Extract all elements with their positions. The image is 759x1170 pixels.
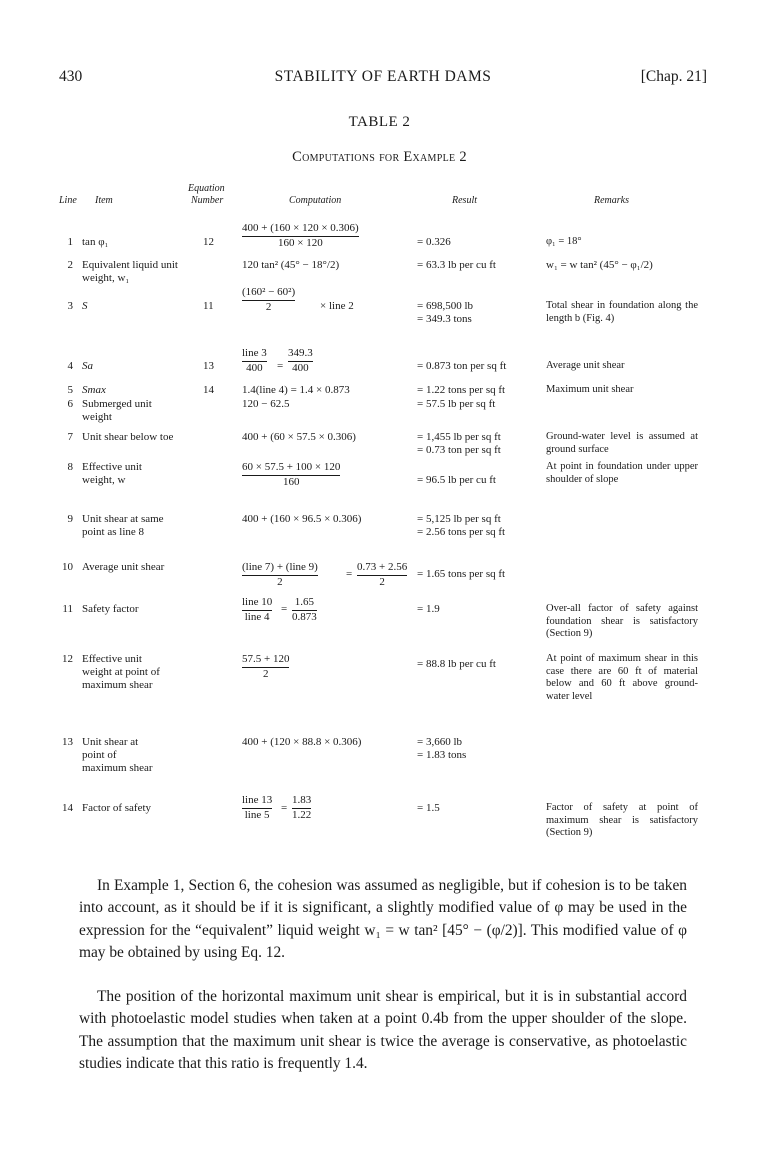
row-line-number: 1	[67, 236, 73, 248]
row-result-2: = 349.3 tons	[417, 313, 472, 325]
row-result-1: = 57.5 lb per sq ft	[417, 398, 496, 410]
fraction-denominator: 2	[379, 576, 385, 588]
fraction-numerator: 57.5 + 120	[242, 653, 289, 668]
row-result-1: = 1,455 lb per sq ft	[417, 431, 501, 443]
row-line-number: 4	[67, 360, 73, 372]
chapter-label: [Chap. 21]	[640, 68, 707, 85]
row-computation-fraction	[242, 794, 272, 822]
fraction-numerator: (160² − 60²)	[242, 286, 295, 301]
fraction-numerator: line 10	[242, 596, 272, 611]
row-result-1: = 5,125 lb per sq ft	[417, 513, 501, 525]
row-line-number: 11	[62, 603, 73, 615]
row-computation: 400 + (120 × 88.8 × 0.306)	[242, 736, 362, 748]
row-equation-number: 12	[203, 236, 214, 248]
row-item: Equivalent liquid unit weight, w₁	[82, 259, 178, 284]
row-line-number: 8	[67, 461, 73, 473]
row-item: Average unit shear	[82, 561, 165, 573]
row-item: Sa	[82, 360, 93, 372]
fraction-numerator: 0.73 + 2.56	[357, 561, 407, 576]
row-computation-fraction	[242, 347, 267, 375]
fraction-denominator: line 4	[244, 611, 270, 623]
table-title: TABLE 2	[348, 114, 411, 130]
row-equation-number: 11	[203, 300, 214, 312]
row-remarks: Ground-water level is assumed at ground surface	[546, 431, 698, 455]
row-result-1: = 1.65 tons per sq ft	[417, 568, 506, 580]
row-item: Unit shear at point of maximum shear	[82, 736, 153, 774]
header-number: Number	[191, 195, 224, 206]
row-item: Effective unit weight, w	[82, 461, 142, 486]
running-title: STABILITY OF EARTH DAMS	[274, 68, 492, 85]
row-item: tan φ₁	[82, 236, 109, 248]
row-item: Unit shear at same point as line 8	[82, 513, 164, 538]
row-remarks: Factor of safety at point of maximum shear is satisfactory (Section 9)	[546, 802, 698, 838]
fraction-denominator: line 5	[244, 809, 270, 821]
equals-sign: =	[277, 360, 284, 372]
row-line-number: 9	[67, 513, 73, 525]
table-subtitle: Computations for Example 2	[292, 149, 467, 165]
fraction-denominator: 160	[282, 476, 300, 488]
row-remarks: At point of maximum shear in this case there are 60 ft of material below and 60 ft above ground-water level	[546, 653, 698, 702]
fraction-numerator: 60 × 57.5 + 100 × 120	[242, 461, 340, 476]
header-equation: Equation	[188, 183, 225, 194]
row-line-number: 7	[67, 431, 73, 443]
header-remarks: Remarks	[594, 195, 629, 206]
row-line-number: 2	[67, 259, 73, 271]
fraction-denominator: 160 × 120	[277, 237, 323, 249]
row-line-number: 12	[62, 653, 73, 665]
row-equation-number: 13	[203, 360, 214, 372]
row-result-1: = 1.22 tons per sq ft	[417, 384, 506, 396]
row-item: Smax	[82, 384, 106, 396]
row-result-2: = 2.56 tons per sq ft	[417, 526, 506, 538]
row-computation-fraction	[242, 461, 340, 489]
fraction-denominator: 2	[262, 668, 269, 680]
body-paragraph: In Example 1, Section 6, the cohesion was assumed as negligible, but if cohesion is to be taken into account, as it should be if it is significant, a slightly modified value of φ may be used in the expression for the “equivalent” liquid weight w₁ = w tan² [45° − (φ/2)]. This modified value of φ may be obtained by using Eq. 12.	[79, 877, 687, 961]
row-remarks: φ₁ = 18°	[546, 236, 582, 247]
row-computation: 120 − 62.5	[242, 398, 290, 410]
row-computation-fraction	[242, 561, 318, 589]
row-remarks: At point in foundation under upper shoulder of slope	[546, 461, 698, 485]
row-remarks: w₁ = w tan² (45° − φ₁/2)	[546, 259, 653, 271]
row-line-number: 5	[67, 384, 73, 396]
row-equation-number: 14	[203, 384, 214, 396]
row-computation-fraction	[242, 286, 295, 314]
row-item: Safety factor	[82, 603, 139, 615]
equals-sign: =	[346, 568, 353, 580]
row-remarks: Over-all factor of safety against foundation shear is satisfactory (Section 9)	[546, 603, 698, 639]
row-computation: 1.4(line 4) = 1.4 × 0.873	[242, 384, 350, 396]
row-computation-fraction	[242, 653, 289, 681]
page-number: 430	[59, 68, 83, 85]
fraction-denominator: 0.873	[292, 611, 317, 623]
row-result-1: = 0.873 ton per sq ft	[417, 360, 507, 372]
row-computation-fraction	[242, 596, 272, 624]
row-result-1: = 63.3 lb per cu ft	[417, 259, 496, 271]
fraction-denominator: 2	[277, 576, 283, 588]
row-line-number: 6	[67, 398, 73, 410]
fraction-denominator: 400	[292, 362, 309, 374]
row-result-1: = 96.5 lb per cu ft	[417, 474, 496, 486]
fraction-numerator: (line 7) + (line 9)	[242, 561, 318, 576]
body-paragraph: The position of the horizontal maximum unit shear is empirical, but it is in substantial accord with photoelastic model studies when taken at a point 0.4b from the upper shoulder of the slope. The assumption that the maximum unit shear is twice the average is conservative, as photoelastic studies indicate that this ratio is frequently 1.4.	[79, 988, 687, 1072]
header-item: Item	[95, 195, 113, 206]
row-computation: 400 + (160 × 96.5 × 0.306)	[242, 513, 362, 525]
row-computation: 400 + (60 × 57.5 × 0.306)	[242, 431, 356, 443]
fraction-numerator: 1.65	[292, 596, 317, 611]
row-line-number: 3	[67, 300, 73, 312]
row-remarks: Average unit shear	[546, 360, 625, 371]
fraction-numerator: 400 + (160 × 120 × 0.306)	[242, 222, 359, 237]
fraction-denominator: 2	[265, 301, 272, 313]
row-computation-fraction	[357, 561, 407, 589]
fraction-denominator: 400	[246, 362, 263, 374]
header-line: Line	[59, 195, 77, 206]
row-computation-fraction	[292, 596, 317, 624]
header-result: Result	[452, 195, 477, 206]
row-result-2: = 0.73 ton per sq ft	[417, 444, 501, 456]
fraction-numerator: line 13	[242, 794, 272, 809]
equals-sign: =	[281, 802, 288, 814]
row-result-1: = 3,660 lb	[417, 736, 463, 748]
row-remarks: Total shear in foundation along the length b (Fig. 4)	[546, 300, 698, 324]
fraction-denominator: 1.22	[292, 809, 312, 821]
equals-sign: =	[281, 603, 288, 615]
row-computation-fraction	[288, 347, 313, 375]
row-line-number: 10	[62, 561, 73, 573]
row-computation: 120 tan² (45° − 18°/2)	[242, 259, 340, 271]
row-remarks: Maximum unit shear	[546, 384, 634, 395]
row-item: Submerged unit weight	[82, 398, 152, 423]
row-item: Effective unit weight at point of maximum shear	[82, 653, 160, 691]
header-computation: Computation	[289, 195, 342, 206]
row-result-2: = 1.83 tons	[417, 749, 467, 761]
row-item: S	[82, 300, 88, 312]
row-result-1: = 698,500 lb	[417, 300, 474, 312]
fraction-numerator: 349.3	[288, 347, 313, 362]
row-result-1: = 1.5	[417, 802, 440, 814]
row-result-1: = 0.326	[417, 236, 451, 248]
row-computation-fraction	[242, 222, 359, 250]
fraction-numerator: line 3	[242, 347, 267, 362]
row-line-number: 14	[62, 802, 73, 814]
running-header	[59, 68, 707, 88]
row-item: Factor of safety	[82, 802, 152, 814]
row-computation-suffix: × line 2	[320, 300, 354, 312]
row-result-1: = 1.9	[417, 603, 440, 615]
row-item: Unit shear below toe	[82, 431, 174, 443]
fraction-numerator: 1.83	[292, 794, 311, 809]
row-line-number: 13	[62, 736, 73, 748]
row-result-1: = 88.8 lb per cu ft	[417, 658, 496, 670]
row-computation-fraction	[292, 794, 311, 822]
